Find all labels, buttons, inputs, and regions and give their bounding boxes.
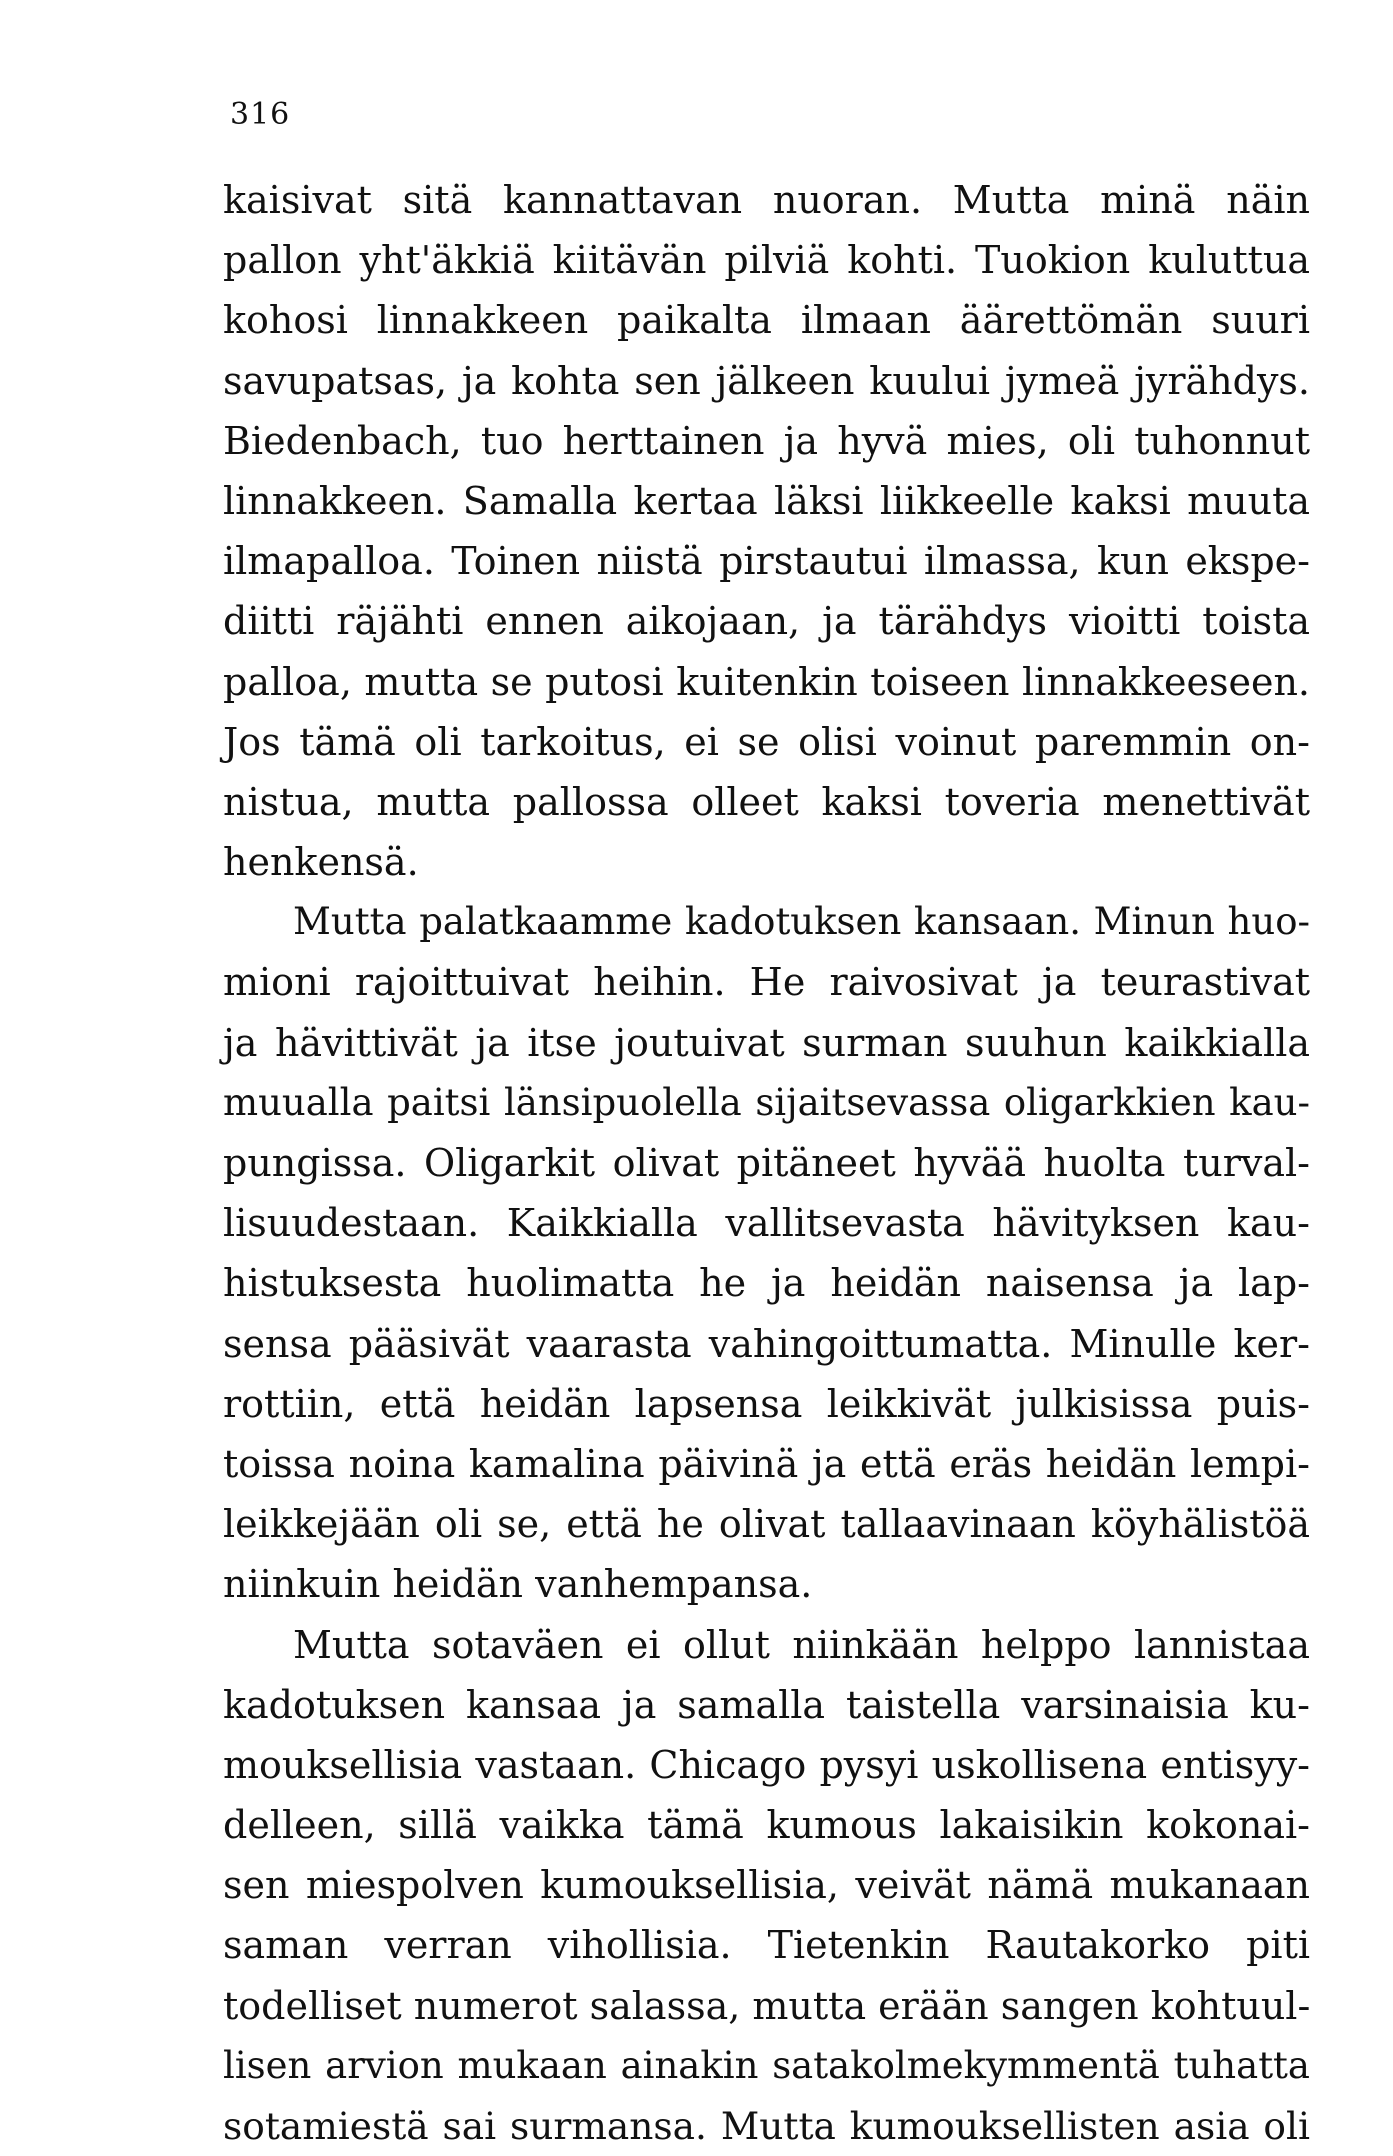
text-line: rottiin, että heidän lapsensa leikkivät julkisissa puis-	[223, 1381, 1310, 1426]
text-line: pungissa. Oligarkit olivat pitäneet hyvää huolta turval-	[223, 1141, 1310, 1185]
text-line: ja hävittivät ja itse joutuivat surman suuhun kaikkialla	[223, 1020, 1310, 1065]
text-line: Mutta palatkaamme kadotuksen kansaan. Minun huo-	[293, 900, 1310, 944]
body-text	[223, 170, 1310, 2156]
page-number: 316	[230, 97, 291, 132]
text-line: toissa noina kamalina päivinä ja että eräs heidän lempi-	[223, 1441, 1310, 1486]
text-line: pallon yht'äkkiä kiitävän pilviä kohti. Tuokion kuluttua	[223, 238, 1310, 283]
text-line: linnakkeen. Samalla kertaa läksi liikkeelle kaksi muuta	[223, 478, 1310, 523]
text-line: Mutta sotaväen ei ollut niinkään helppo lannistaa	[293, 1622, 1310, 1667]
text-line: mioni rajoittuivat heihin. He raivosivat ja teurastivat	[223, 960, 1310, 1005]
text-line: Biedenbach, tuo herttainen ja hyvä mies, oli tuhonnut	[223, 418, 1310, 463]
text-line: sotamiestä sai surmansa. Mutta kumouksellisten asia oli	[223, 2104, 1310, 2148]
text-line: lisen arvion mukaan ainakin satakolmekymmentä tuhatta	[223, 2043, 1310, 2087]
text-line: sensa pääsivät vaarasta vahingoittumatta. Minulle ker-	[223, 1321, 1310, 1366]
text-line: ilmapalloa. Toinen niistä pirstautui ilmassa, kun ekspe-	[223, 539, 1310, 584]
text-line: kaisivat sitä kannattavan nuoran. Mutta minä näin	[223, 178, 1310, 222]
text-line: palloa, mutta se putosi kuitenkin toiseen linnakkeeseen.	[223, 659, 1310, 704]
text-line: muualla paitsi länsipuolella sijaitsevassa oligarkkien kau-	[223, 1080, 1310, 1124]
text-line: histuksesta huolimatta he ja heidän naisensa ja lap-	[223, 1261, 1310, 1306]
text-line: saman verran vihollisia. Tietenkin Rautakorko piti	[223, 1923, 1310, 1968]
text-line: henkensä.	[223, 840, 419, 885]
text-line: lisuudestaan. Kaikkialla vallitsevasta hävityksen kau-	[223, 1201, 1310, 1246]
text-line: delleen, sillä vaikka tämä kumous lakaisikin kokonai-	[223, 1803, 1310, 1848]
text-line: mouksellisia vastaan. Chicago pysyi uskollisena entisyy-	[223, 1742, 1310, 1787]
text-line: Jos tämä oli tarkoitus, ei se olisi voinut paremmin on-	[223, 719, 1310, 764]
text-line: savupatsas, ja kohta sen jälkeen kuului jymeä jyrähdys.	[223, 358, 1310, 403]
text-line: sen miespolven kumouksellisia, veivät nämä mukanaan	[223, 1863, 1310, 1908]
text-line: leikkejään oli se, että he olivat tallaavinaan köyhälistöä	[223, 1502, 1310, 1547]
text-line: diitti räjähti ennen aikojaan, ja tärähdys vioitti toista	[223, 599, 1310, 644]
text-line: nistua, mutta pallossa olleet kaksi toveria menettivät	[223, 779, 1310, 824]
text-line: todelliset numerot salassa, mutta erään sangen kohtuul-	[223, 1983, 1311, 2028]
text-line: niinkuin heidän vanhempansa.	[223, 1562, 813, 1607]
text-line: kohosi linnakkeen paikalta ilmaan äärettömän suuri	[223, 298, 1310, 343]
text-line: kadotuksen kansaa ja samalla taistella varsinaisia ku-	[223, 1682, 1310, 1727]
